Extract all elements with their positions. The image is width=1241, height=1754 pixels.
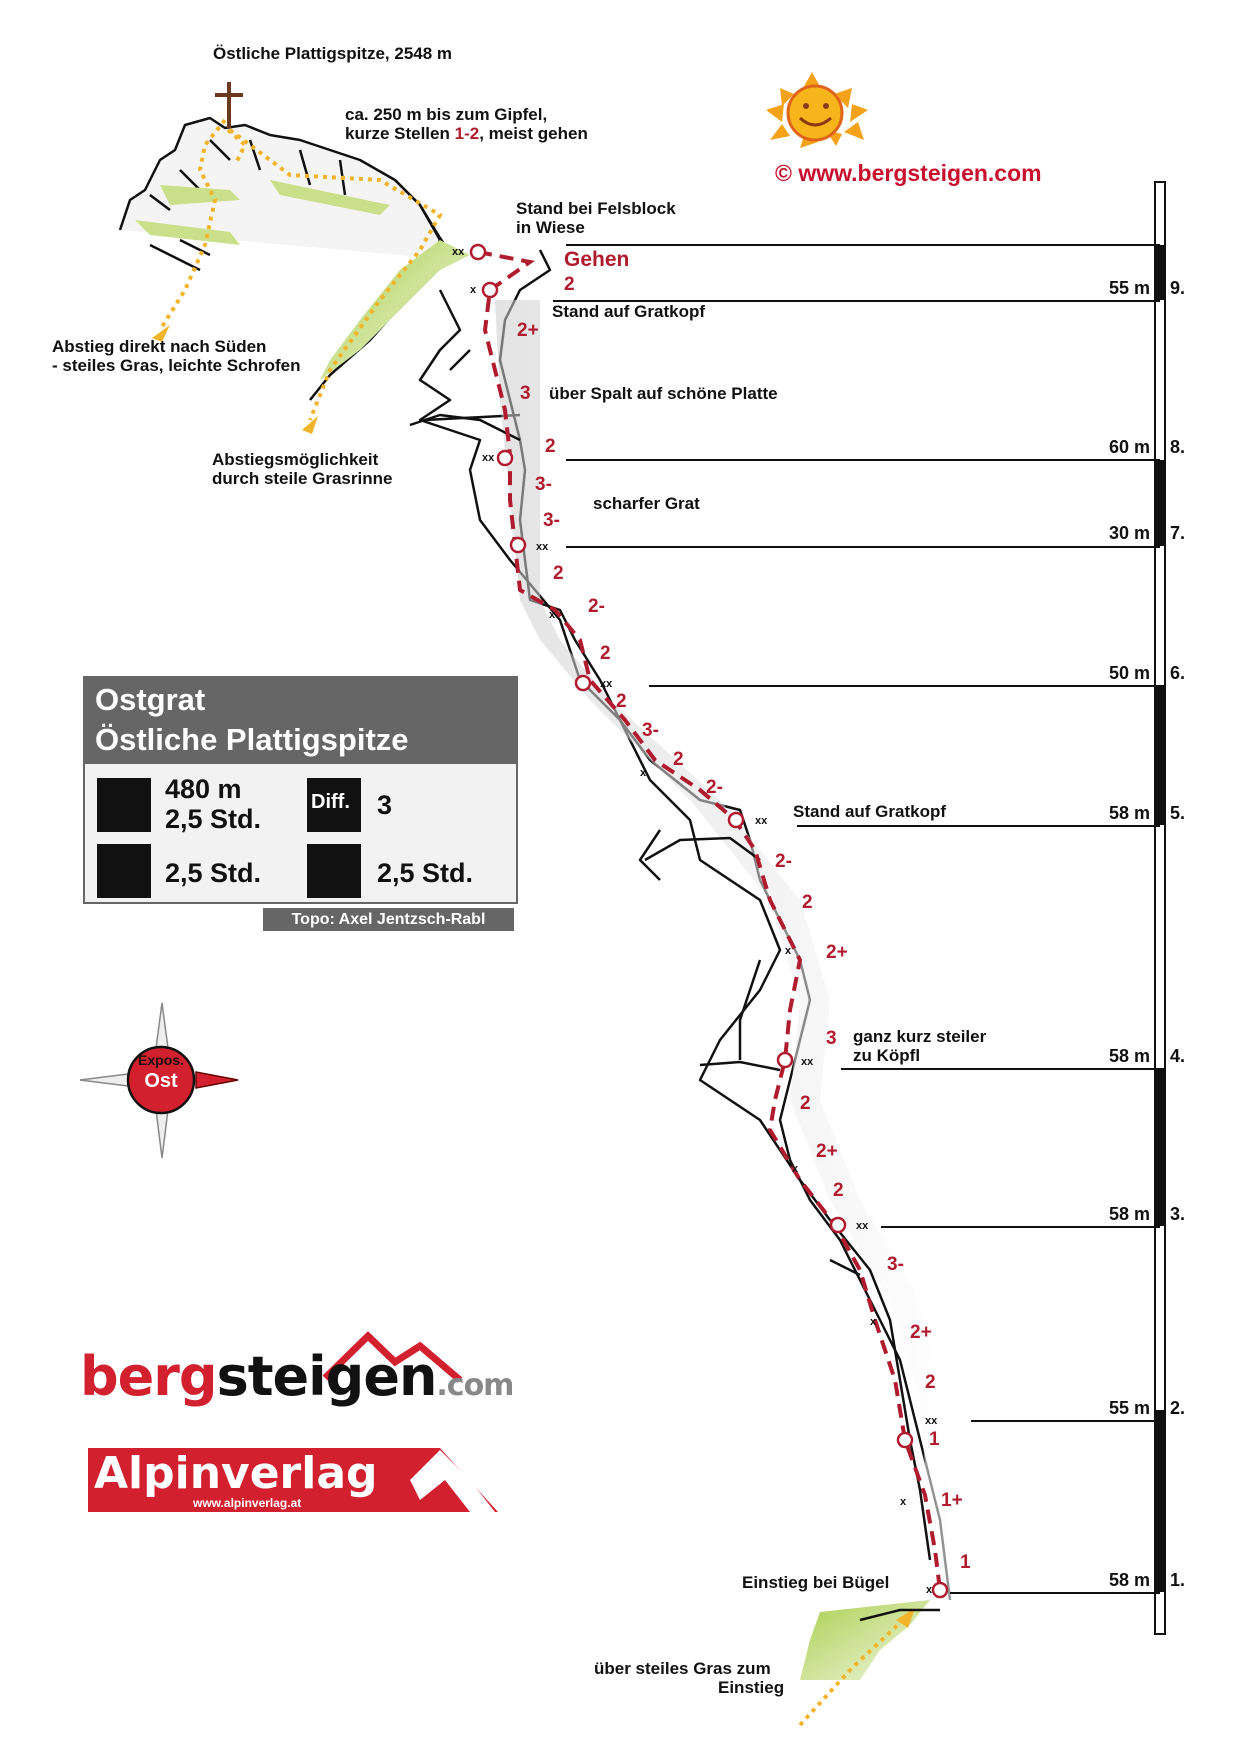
pitch-number: 3.	[1170, 1204, 1186, 1224]
note-gehen: Gehen	[564, 248, 630, 271]
note-steep-1: ganz kurz steiler	[853, 1027, 987, 1046]
note-descent-south-2: - steiles Gras, leichte Schrofen	[52, 356, 301, 375]
logo-part-steigen: steigen	[216, 1345, 437, 1408]
note-sharp-ridge: scharfer Grat	[593, 494, 700, 513]
bolt-marker: xx	[482, 452, 495, 464]
grade-label: 2	[564, 274, 575, 295]
grade-label: 3-	[543, 510, 560, 531]
sun-icon	[766, 72, 868, 148]
note-descent-gully-1: Abstiegsmöglichkeit	[212, 450, 379, 469]
pitch-length: 58 m	[1108, 1046, 1150, 1066]
bolt-marker: x	[792, 1163, 799, 1175]
approach-icon	[97, 844, 151, 898]
grade-label: 2+	[816, 1141, 838, 1162]
grade-label: 1	[960, 1552, 971, 1573]
bolt-marker: x	[470, 284, 477, 296]
note-crack-slab: über Spalt auf schöne Platte	[549, 384, 778, 403]
note-summit-line2-a: kurze Stellen	[345, 124, 455, 143]
pitch-number: 1.	[1170, 1570, 1186, 1590]
pitch-number: 2.	[1170, 1398, 1186, 1418]
bolt-marker: xx	[755, 815, 768, 827]
bolt-marker: xx	[452, 246, 465, 258]
pitch-number: 9.	[1170, 278, 1186, 298]
logo-part-com: .com	[436, 1368, 514, 1403]
note-summit-line2-b: , meist gehen	[479, 124, 588, 143]
grade-label: 2	[925, 1372, 936, 1393]
note-start: Einstieg bei Bügel	[742, 1573, 890, 1592]
grade-label: 2	[802, 892, 813, 913]
alpinverlag-url: www.alpinverlag.at	[193, 1496, 302, 1510]
note-belay-ridge-top: Stand auf Gratkopf	[552, 302, 706, 321]
pitch-line-2	[971, 1420, 1160, 1422]
note-approach-1: über steiles Gras zum	[594, 1659, 771, 1678]
bolt-marker: x	[785, 945, 792, 957]
grade-label: 3	[826, 1028, 837, 1049]
note-summit-line2	[345, 124, 588, 143]
grade-label: 2	[616, 691, 627, 712]
grade-label: 2	[600, 643, 611, 664]
pitch-length: 58 m	[1108, 803, 1150, 823]
pitch-scale-bar	[1155, 182, 1165, 1634]
mountain-name: Östliche Plattigspitze	[95, 722, 409, 757]
pitch-line-9-top	[566, 244, 1160, 246]
logo-part-berg: berg	[80, 1345, 217, 1408]
note-approach-2: Einstieg	[718, 1678, 785, 1697]
pitch-line-6	[649, 685, 1160, 687]
alpinverlag-logo	[88, 1448, 498, 1512]
grade-label: 2	[833, 1180, 844, 1201]
pitch-length: 58 m	[1108, 1570, 1150, 1590]
climb-time: 2,5 Std.	[165, 804, 262, 834]
note-summit-line1: ca. 250 m bis zum Gipfel,	[345, 105, 548, 124]
descent-time: 2,5 Std.	[377, 858, 474, 888]
note-descent-south-1: Abstieg direkt nach Süden	[52, 337, 267, 356]
pitch-length: 50 m	[1108, 663, 1150, 683]
pitch-number: 4.	[1170, 1046, 1186, 1066]
pitch-line-4	[841, 1068, 1160, 1070]
grade-label: 3-	[535, 474, 552, 495]
bolt-marker: x	[549, 609, 556, 621]
note-belay-boulder-1: Stand bei Felsblock	[516, 199, 676, 218]
route-info-box	[83, 676, 518, 904]
pitch-number: 6.	[1170, 663, 1186, 683]
pitch-number: 7.	[1170, 523, 1186, 543]
note-summit-grade: 1-2	[454, 124, 480, 143]
grade-label: 2	[553, 563, 564, 584]
ridge-shadow	[495, 300, 955, 1600]
grade-label: 2+	[517, 320, 539, 341]
grass-patch-upper	[320, 240, 470, 380]
note-steep-2: zu Köpfl	[853, 1046, 921, 1065]
bolt-marker: x	[926, 1584, 933, 1596]
topo-credit: Topo: Axel Jentzsch-Rabl	[263, 908, 514, 931]
alpinverlag-name: Alpinverlag	[94, 1448, 378, 1499]
pitch-line-1	[950, 1592, 1160, 1594]
pitch-number: 5.	[1170, 803, 1186, 823]
route-name: Ostgrat	[95, 682, 206, 717]
pitch-line-5	[797, 825, 1160, 827]
grade-label: 2-	[588, 596, 605, 617]
bolt-marker: xx	[856, 1220, 869, 1232]
note-belay-ridge-top-2: Stand auf Gratkopf	[793, 802, 947, 821]
grade-label: 1	[929, 1429, 940, 1450]
grade-label: 3-	[887, 1254, 904, 1275]
grade-label: 2	[545, 436, 556, 457]
belay-markers	[471, 245, 947, 1597]
summit-name: Östliche Plattigspitze, 2548 m	[213, 44, 453, 63]
approach-time: 2,5 Std.	[165, 858, 262, 888]
bolt-marker: xx	[536, 541, 549, 553]
exposure-label: Expos.	[138, 1052, 184, 1068]
pitch-length: 30 m	[1108, 523, 1150, 543]
bolt-marker: x	[900, 1496, 907, 1508]
bergsteigen-logo	[80, 1345, 513, 1408]
note-belay-boulder-2: in Wiese	[516, 218, 585, 237]
grade-label: 2	[800, 1093, 811, 1114]
info-box-header	[85, 678, 516, 764]
bolt-marker: xx	[925, 1415, 938, 1427]
diff-label: Diff.	[311, 791, 350, 813]
grade-label: 3-	[642, 720, 659, 741]
website-credit: © www.bergsteigen.com	[775, 160, 1042, 186]
summit-cross-icon	[215, 82, 243, 128]
pitch-length: 55 m	[1108, 1398, 1150, 1418]
pitch-line-9	[553, 300, 1160, 302]
climber-icon	[97, 778, 151, 832]
grade-label: 2-	[775, 851, 792, 872]
grade-label: 2-	[706, 777, 723, 798]
grade-label: 2	[673, 749, 684, 770]
bolt-marker: xx	[600, 678, 613, 690]
grade-label: 2+	[910, 1322, 932, 1343]
note-descent-gully-2: durch steile Grasrinne	[212, 469, 393, 488]
pitch-length: 55 m	[1108, 278, 1150, 298]
difficulty-value: 3	[377, 790, 393, 820]
pitch-number: 8.	[1170, 437, 1186, 457]
grade-label: 3	[520, 383, 531, 404]
pitch-length: 58 m	[1108, 1204, 1150, 1224]
pitch-line-7	[566, 546, 1160, 548]
bolt-marker: xx	[801, 1056, 814, 1068]
descent-icon	[307, 844, 361, 898]
route-length: 480 m	[165, 774, 242, 804]
difficulty-icon	[307, 778, 361, 832]
exposure-value: Ost	[144, 1070, 178, 1092]
pitch-line-3	[881, 1226, 1160, 1228]
grade-label: 2+	[826, 942, 848, 963]
bolt-marker: x	[640, 767, 647, 779]
pitch-length: 60 m	[1108, 437, 1150, 457]
left-spurs	[410, 415, 940, 1620]
pitch-line-8	[566, 459, 1160, 461]
grade-label: 1+	[941, 1490, 963, 1511]
bolt-marker: x	[870, 1316, 877, 1328]
